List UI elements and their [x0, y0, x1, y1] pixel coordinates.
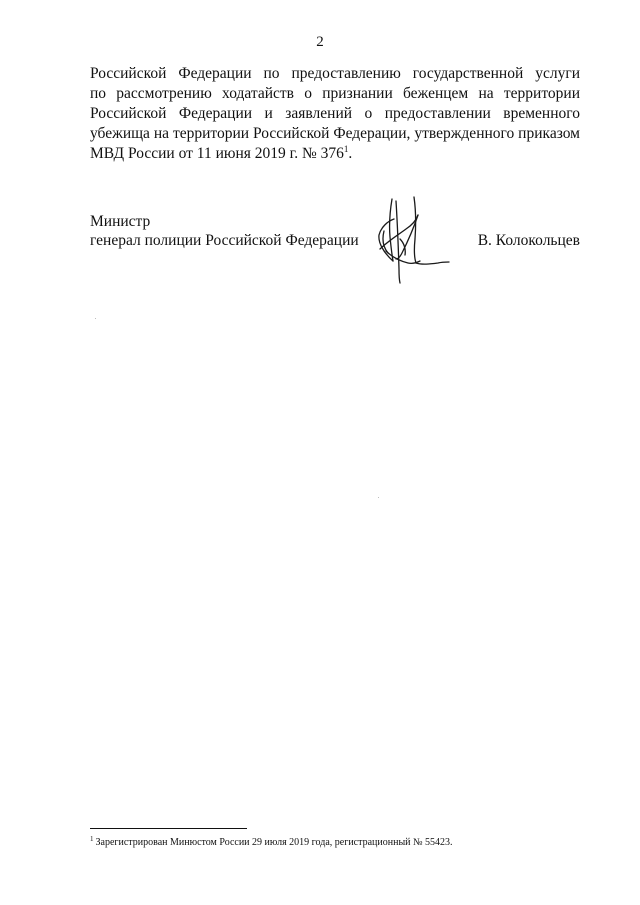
signatory-name: В. Колокольцев	[477, 232, 580, 249]
footnote-text: Зарегистрирован Минюстом России 29 июля 2019 года, регистрационный № 55423.	[95, 837, 453, 848]
signatory-title: Министр	[90, 213, 151, 230]
signature-block	[90, 211, 580, 291]
body-line: убежища на территории Российской Федерации, утвержденного приказом	[90, 125, 580, 142]
body-line: Российской Федерации и заявлений о предоставлении временного	[90, 105, 580, 122]
footnote	[90, 836, 590, 849]
page-number: 2	[316, 34, 324, 50]
body-paragraph	[90, 64, 580, 164]
scan-speck	[378, 497, 379, 498]
footnote-separator	[90, 828, 247, 829]
handwritten-signature	[370, 191, 450, 287]
body-line-text: МВД России от 11 июня 2019 г. № 376	[90, 145, 344, 162]
body-line-last: МВД России от 11 июня 2019 г. № 376$^1$.	[90, 143, 353, 162]
body-line: Российской Федерации по предоставлению государственной услуги	[90, 65, 580, 82]
footnote-reference: 1	[343, 143, 349, 154]
footnote-number: 1	[90, 834, 94, 843]
signatory-rank: генерал полиции Российской Федерации	[90, 232, 359, 249]
body-line: по рассмотрению ходатайств о признании беженцем на территории	[90, 85, 580, 102]
scan-speck	[95, 318, 96, 319]
